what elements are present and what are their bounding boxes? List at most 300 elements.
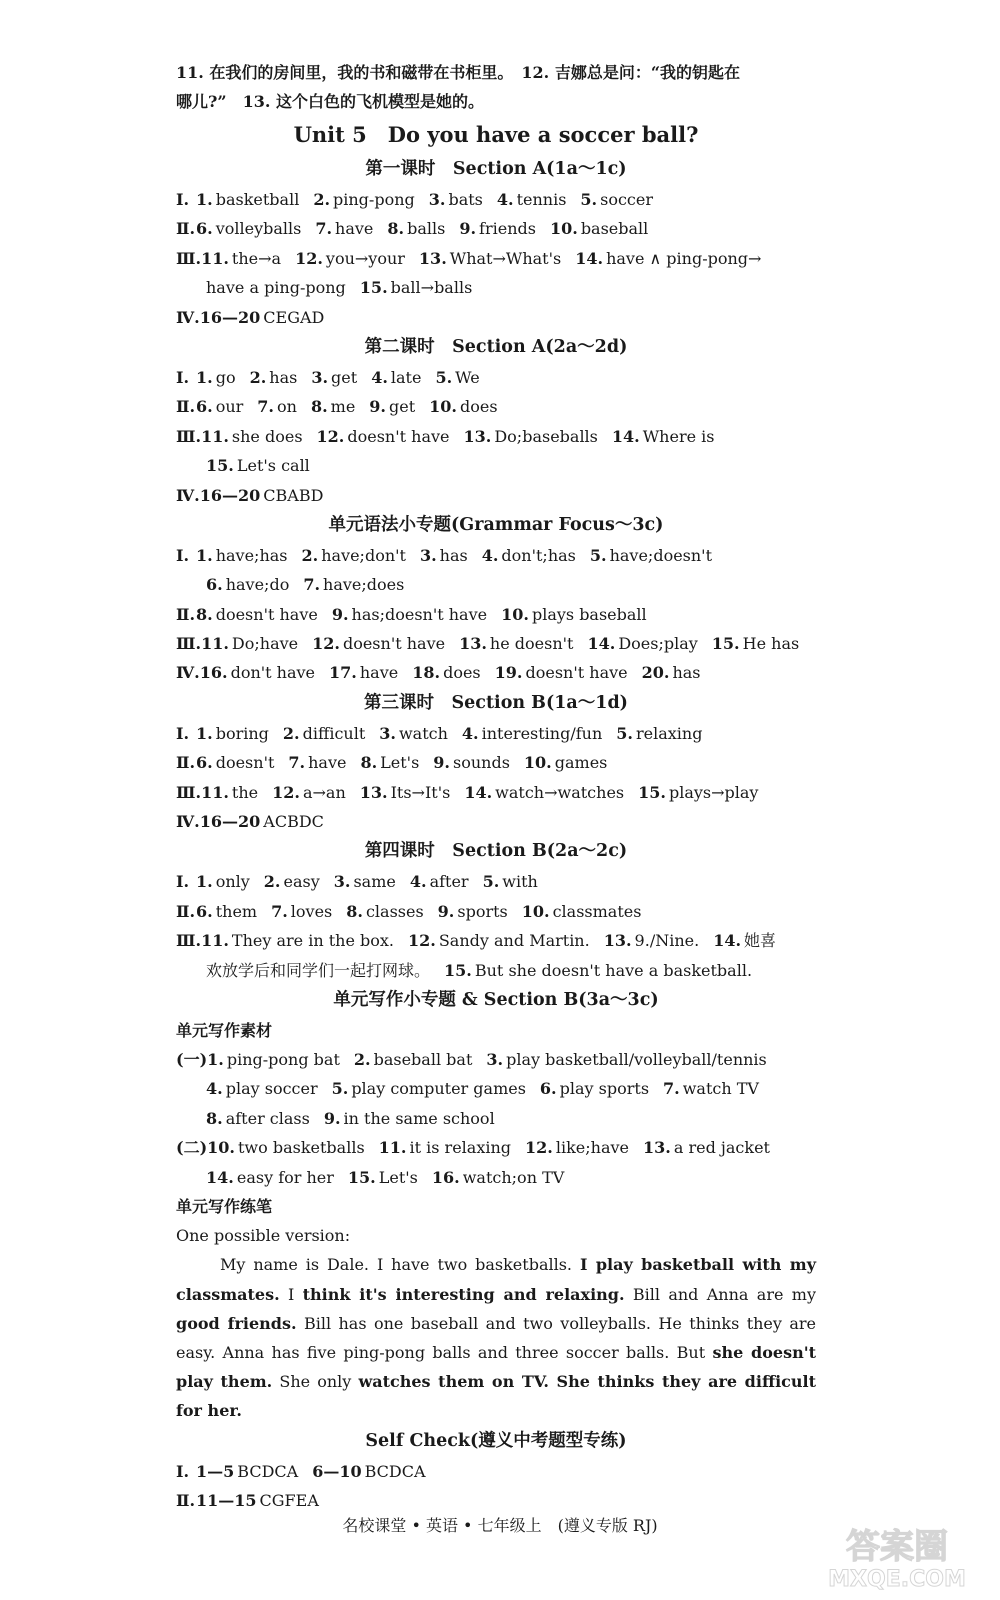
answer-item bbox=[332, 600, 487, 629]
answer-item bbox=[501, 600, 647, 629]
answer-row bbox=[176, 1045, 816, 1074]
item-answer: it is relaxing bbox=[409, 1138, 512, 1158]
item-number: 13. bbox=[603, 931, 632, 951]
item-number: 9. bbox=[437, 901, 455, 921]
item-answer: He has bbox=[742, 634, 800, 654]
item-number: 7. bbox=[288, 753, 306, 773]
answer-row bbox=[176, 926, 816, 955]
item-number: 3. bbox=[428, 190, 446, 209]
section-numeral: Ⅰ. bbox=[176, 545, 190, 565]
item-answer: he doesn't bbox=[489, 634, 574, 654]
answer-row bbox=[176, 541, 816, 570]
item-number: 3. bbox=[333, 872, 351, 892]
item-number: 12. bbox=[316, 426, 345, 446]
answer-row bbox=[176, 629, 816, 658]
item-answer: Let's bbox=[380, 753, 420, 773]
answer-item bbox=[712, 629, 799, 658]
answer-item bbox=[329, 658, 398, 687]
item-number: 18. bbox=[412, 663, 441, 683]
section-numeral: Ⅰ. bbox=[176, 872, 190, 892]
item-answer: in the same school bbox=[343, 1108, 495, 1128]
item-number: 8. bbox=[206, 1108, 223, 1128]
item-answer: have;don't bbox=[321, 545, 406, 565]
item-number: 3. bbox=[419, 545, 437, 565]
item-answer: doesn't have bbox=[525, 663, 628, 683]
answer-item bbox=[271, 897, 332, 926]
essay-key-phrase: she doesn't play them. bbox=[176, 1342, 817, 1392]
answer-row bbox=[176, 748, 816, 777]
answer-item bbox=[550, 214, 648, 243]
writing-practice-label: 单元写作练笔 bbox=[176, 1196, 273, 1216]
answer-item bbox=[196, 897, 257, 926]
answer-row bbox=[176, 570, 816, 599]
item-number: 3. bbox=[379, 723, 396, 743]
item-answer: volleyballs bbox=[215, 219, 302, 239]
answer-item bbox=[438, 897, 508, 926]
item-answer: boring bbox=[215, 723, 269, 743]
item-answer: plays→play bbox=[668, 782, 759, 802]
item-answer: But she doesn't have a basketball. bbox=[474, 960, 753, 980]
item-number: 11. bbox=[201, 634, 229, 654]
answer-item bbox=[348, 1163, 418, 1192]
item-number: 1. bbox=[207, 1049, 224, 1069]
item-number: 3. bbox=[311, 367, 329, 387]
item-number: 1. bbox=[196, 190, 213, 209]
item-answer: after bbox=[429, 872, 469, 892]
item-answer: watch→watches bbox=[495, 782, 625, 802]
answer-item bbox=[272, 778, 346, 807]
item-number: 14. bbox=[611, 426, 640, 446]
item-number: 5. bbox=[589, 545, 607, 565]
answer-item bbox=[483, 867, 538, 896]
item-number: 15. bbox=[347, 1167, 376, 1187]
item-answer: don't have bbox=[230, 663, 316, 683]
answer-item bbox=[206, 956, 430, 985]
item-answer: Sandy and Martin. bbox=[438, 931, 590, 951]
item-number: 6. bbox=[206, 575, 223, 595]
section-numeral: (二) bbox=[176, 1138, 208, 1158]
answer-item bbox=[313, 185, 414, 214]
answer-item bbox=[604, 926, 699, 955]
item-answer: games bbox=[554, 753, 608, 773]
answer-item bbox=[587, 629, 697, 658]
section-numeral: Ⅳ. bbox=[176, 307, 200, 327]
item-answer: doesn't have bbox=[347, 426, 450, 446]
item-number: 20. bbox=[641, 663, 670, 683]
answer-item bbox=[283, 719, 365, 748]
answer-item bbox=[315, 214, 373, 243]
item-answer: play basketball/volleyball/tennis bbox=[506, 1049, 767, 1069]
answer-row bbox=[176, 1163, 816, 1192]
item-answer: soccer bbox=[600, 190, 654, 209]
answer-item bbox=[429, 185, 483, 214]
answer-row bbox=[176, 719, 816, 748]
item-number: 10. bbox=[521, 901, 550, 921]
answer-item bbox=[486, 1045, 766, 1074]
item-answer: the bbox=[231, 782, 259, 802]
item-answer: difficult bbox=[302, 723, 366, 743]
answer-item bbox=[201, 422, 302, 451]
item-number: 15. bbox=[444, 960, 472, 980]
item-number: 4. bbox=[461, 723, 479, 743]
item-number: 13. bbox=[459, 634, 487, 654]
answer-item bbox=[200, 303, 325, 332]
answer-item bbox=[206, 1104, 310, 1133]
item-number: 11. bbox=[201, 931, 229, 951]
answer-item bbox=[464, 422, 598, 451]
answer-item bbox=[497, 185, 567, 214]
item-number: 6. bbox=[539, 1079, 557, 1099]
answer-row bbox=[176, 1457, 816, 1486]
essay-text: She only bbox=[272, 1372, 359, 1392]
answer-item bbox=[616, 719, 702, 748]
item-answer: the→a bbox=[231, 248, 282, 268]
item-number: 11. bbox=[378, 1138, 407, 1158]
item-number: 2. bbox=[313, 190, 331, 209]
item-number: 11—15 bbox=[196, 1490, 257, 1510]
answer-item bbox=[524, 748, 607, 777]
item-answer: 欢放学后和同学们一起打网球。 bbox=[206, 960, 431, 980]
unit-title: Unit 5 Do you have a soccer ball? bbox=[293, 122, 699, 147]
item-number: 16. bbox=[431, 1167, 460, 1187]
item-answer: friends bbox=[479, 219, 536, 239]
answer-item bbox=[196, 214, 301, 243]
item-answer: BCDCA bbox=[364, 1461, 426, 1481]
answer-column bbox=[176, 58, 816, 1515]
item-number: 1—5 bbox=[196, 1461, 235, 1481]
item-number: 14. bbox=[575, 248, 604, 268]
answer-row bbox=[176, 244, 816, 273]
sample-essay bbox=[176, 1250, 816, 1425]
item-answer: Where is bbox=[642, 426, 715, 446]
item-number: 14. bbox=[464, 782, 493, 802]
answer-item bbox=[459, 214, 536, 243]
lesson-1-title: 第一课时 Section A(1a～1c) bbox=[365, 159, 627, 179]
item-number: 11. bbox=[201, 248, 229, 268]
answer-item bbox=[196, 719, 269, 748]
item-number: 12. bbox=[525, 1138, 553, 1158]
item-answer: has;doesn't have bbox=[351, 604, 488, 624]
item-answer: We bbox=[455, 367, 480, 387]
item-answer: doesn't bbox=[215, 753, 275, 773]
answer-item bbox=[360, 273, 473, 302]
answer-item bbox=[334, 867, 396, 896]
answer-item bbox=[312, 629, 445, 658]
item-number: 15. bbox=[359, 278, 388, 298]
item-number: 13. bbox=[463, 426, 492, 446]
item-answer: a red jacket bbox=[673, 1138, 770, 1158]
item-answer: with bbox=[502, 872, 538, 892]
answer-item bbox=[332, 1074, 526, 1103]
item-answer: does bbox=[443, 663, 481, 683]
item-answer: have bbox=[308, 753, 347, 773]
item-number: 2. bbox=[353, 1049, 371, 1069]
section-numeral: Ⅰ. bbox=[176, 367, 190, 387]
item-number: 8. bbox=[360, 753, 378, 773]
item-number: 10. bbox=[501, 604, 529, 624]
item-answer: have ∧ ping-pong→ bbox=[606, 248, 762, 268]
item-number: 9. bbox=[459, 219, 477, 239]
item-answer: ping-pong bat bbox=[226, 1049, 340, 1069]
answer-item bbox=[612, 422, 715, 451]
item-answer: me bbox=[330, 397, 356, 417]
answer-item bbox=[206, 1074, 318, 1103]
page-footer: 名校课堂 • 英语 • 七年级上 (遵义专版 RJ) bbox=[342, 1516, 658, 1535]
answer-item bbox=[590, 541, 712, 570]
item-answer: CBABD bbox=[263, 485, 324, 505]
watermark-text: 答案圈 bbox=[846, 1527, 948, 1567]
item-answer: CEGAD bbox=[263, 307, 325, 327]
item-answer: like;have bbox=[555, 1138, 629, 1158]
item-number: 10. bbox=[207, 1138, 235, 1158]
answer-item bbox=[201, 926, 394, 955]
item-answer: has bbox=[672, 663, 701, 683]
answer-item bbox=[435, 363, 479, 392]
item-number: 16—20 bbox=[199, 485, 261, 505]
item-answer: have;does bbox=[323, 575, 405, 595]
item-number: 6. bbox=[196, 901, 213, 921]
answer-item bbox=[324, 1104, 495, 1133]
item-answer: BCDCA bbox=[237, 1461, 299, 1481]
writing-title: 单元写作小专题 & Section B(3a～3c) bbox=[333, 989, 659, 1010]
item-number: 14. bbox=[206, 1167, 234, 1187]
answer-row bbox=[176, 185, 816, 214]
intro-line-1: 11. 在我们的房间里，我的书和磁带在书柜里。 12. 吉娜总是问：“我的钥匙在 bbox=[176, 63, 741, 82]
item-answer: don't;has bbox=[501, 545, 576, 565]
item-answer: she does bbox=[231, 426, 303, 446]
answer-item bbox=[360, 748, 419, 777]
answer-row bbox=[176, 1486, 816, 1515]
answer-item bbox=[201, 629, 298, 658]
item-answer: What→What's bbox=[449, 248, 562, 268]
item-answer: have bbox=[335, 219, 374, 239]
item-number: 8. bbox=[196, 604, 213, 624]
item-number: 7. bbox=[315, 219, 333, 239]
item-number: 17. bbox=[329, 663, 357, 683]
answer-row bbox=[176, 600, 816, 629]
answer-item bbox=[525, 1133, 629, 1162]
answer-item bbox=[303, 570, 404, 599]
watermark-logo bbox=[812, 1520, 982, 1592]
item-number: 4. bbox=[409, 872, 427, 892]
item-number: 4. bbox=[481, 545, 499, 565]
answer-item bbox=[207, 1045, 340, 1074]
answer-item bbox=[206, 451, 310, 480]
item-number: 2. bbox=[301, 545, 319, 565]
item-number: 10. bbox=[429, 397, 457, 417]
essay-key-phrase: watches them on TV. She thinks they are difficult for her. bbox=[176, 1372, 816, 1421]
item-number: 14. bbox=[713, 931, 742, 951]
section-numeral: Ⅱ. bbox=[176, 219, 196, 239]
answer-item bbox=[464, 778, 624, 807]
answer-row bbox=[176, 867, 816, 896]
item-answer: doesn't have bbox=[342, 634, 446, 654]
item-number: 12. bbox=[272, 782, 300, 802]
answer-item bbox=[522, 897, 642, 926]
answer-item bbox=[638, 778, 758, 807]
answer-row bbox=[176, 214, 816, 243]
answer-item bbox=[575, 244, 761, 273]
item-answer: interesting/fun bbox=[481, 723, 603, 743]
answer-item bbox=[713, 926, 776, 955]
item-answer: Do;baseballs bbox=[494, 426, 598, 446]
answer-item bbox=[371, 363, 421, 392]
answer-item bbox=[264, 867, 320, 896]
item-number: 10. bbox=[523, 753, 552, 773]
answer-row bbox=[176, 1074, 816, 1103]
item-answer: watch TV bbox=[682, 1079, 759, 1099]
item-number: 4. bbox=[206, 1079, 223, 1099]
answer-row bbox=[176, 303, 816, 332]
section-numeral: Ⅱ. bbox=[176, 604, 196, 624]
lesson-4-title: 第四课时 Section B(2a～2c) bbox=[364, 841, 628, 862]
item-number: 12. bbox=[295, 248, 323, 268]
section-numeral: Ⅳ. bbox=[176, 485, 200, 505]
answer-item bbox=[200, 658, 315, 687]
answer-item bbox=[196, 185, 299, 214]
answer-item bbox=[207, 1133, 365, 1162]
answer-item bbox=[482, 541, 576, 570]
item-answer: play sports bbox=[559, 1079, 650, 1099]
section-numeral: Ⅰ. bbox=[176, 723, 190, 743]
item-answer: basketball bbox=[215, 190, 300, 209]
answer-item bbox=[311, 392, 355, 421]
item-number: 2. bbox=[249, 367, 267, 387]
item-number: 1. bbox=[196, 723, 213, 743]
item-number: 11. bbox=[201, 782, 229, 802]
item-answer: relaxing bbox=[635, 723, 703, 743]
answer-item bbox=[459, 629, 573, 658]
item-number: 5. bbox=[580, 190, 598, 209]
answer-item bbox=[580, 185, 653, 214]
item-number: 5. bbox=[482, 872, 500, 892]
answer-item bbox=[433, 748, 510, 777]
item-number: 10. bbox=[549, 219, 578, 239]
essay-text: Bill and Anna are my bbox=[624, 1284, 816, 1304]
item-number: 7. bbox=[663, 1079, 680, 1099]
answer-item bbox=[642, 658, 701, 687]
answer-row bbox=[176, 481, 816, 510]
item-answer: you→your bbox=[325, 248, 405, 268]
item-number: 2. bbox=[282, 723, 300, 743]
item-answer: plays baseball bbox=[531, 604, 647, 624]
section-numeral: Ⅲ. bbox=[176, 248, 202, 268]
item-number: 13. bbox=[418, 248, 447, 268]
section-numeral: Ⅰ. bbox=[176, 190, 190, 209]
essay-key-phrase: good friends. bbox=[176, 1313, 297, 1333]
essay-text: Bill has one baseball and two volleyballs. He thinks they are easy. Anna has five ping-pong balls and three soccer balls. But bbox=[176, 1313, 816, 1362]
item-number: 6. bbox=[196, 397, 213, 417]
section-numeral: Ⅳ. bbox=[176, 663, 200, 683]
answer-item bbox=[206, 1163, 334, 1192]
item-number: 1. bbox=[196, 367, 213, 387]
item-answer: late bbox=[390, 367, 422, 387]
answer-item bbox=[643, 1133, 770, 1162]
answer-item bbox=[369, 392, 415, 421]
item-answer: easy for her bbox=[236, 1167, 334, 1187]
grammar-title: 单元语法小专题(Grammar Focus～3c) bbox=[328, 514, 664, 535]
item-number: 4. bbox=[496, 190, 514, 209]
answer-item bbox=[379, 719, 448, 748]
item-number: 4. bbox=[371, 367, 388, 387]
item-number: 9. bbox=[433, 753, 450, 773]
item-number: 5. bbox=[331, 1079, 349, 1099]
item-number: 15. bbox=[711, 634, 740, 654]
item-number: 7. bbox=[303, 575, 321, 595]
answer-row bbox=[176, 363, 816, 392]
item-number: 15. bbox=[206, 456, 234, 476]
answer-item bbox=[250, 363, 298, 392]
answer-row bbox=[176, 451, 816, 480]
answer-item bbox=[387, 214, 445, 243]
item-number: 9. bbox=[369, 397, 386, 417]
answer-item bbox=[432, 1163, 564, 1192]
answer-item bbox=[196, 363, 236, 392]
answer-item bbox=[206, 273, 346, 302]
item-answer: have;has bbox=[215, 545, 288, 565]
item-number: 14. bbox=[587, 634, 616, 654]
answer-item bbox=[379, 1133, 511, 1162]
answer-row bbox=[176, 1104, 816, 1133]
item-answer: have a ping-pong bbox=[206, 278, 346, 298]
section-numeral: Ⅳ. bbox=[176, 812, 200, 832]
item-number: 16—20 bbox=[199, 307, 261, 327]
answer-item bbox=[663, 1074, 759, 1103]
item-number: 16. bbox=[199, 663, 228, 683]
item-number: 12. bbox=[408, 931, 436, 951]
item-answer: 她喜 bbox=[744, 931, 777, 951]
answer-item bbox=[302, 541, 406, 570]
item-answer: a→an bbox=[302, 782, 346, 802]
item-answer: balls bbox=[407, 219, 446, 239]
item-answer: classes bbox=[365, 901, 424, 921]
intro-line-2: 哪儿?” 13. 这个白色的飞机模型是她的。 bbox=[176, 92, 484, 111]
item-answer: our bbox=[215, 397, 244, 417]
item-answer: has bbox=[439, 545, 468, 565]
version-label: One possible version: bbox=[176, 1225, 351, 1245]
item-number: 8. bbox=[310, 397, 328, 417]
answer-item bbox=[354, 1045, 472, 1074]
essay-text: I bbox=[279, 1284, 303, 1304]
watermark-url: MXQE.COM bbox=[828, 1567, 966, 1592]
item-answer: ball→balls bbox=[390, 278, 473, 298]
answer-row bbox=[176, 658, 816, 687]
section-numeral: Ⅲ. bbox=[176, 782, 202, 802]
answer-item bbox=[196, 748, 274, 777]
item-answer: have;do bbox=[225, 575, 290, 595]
essay-key-phrase: I play basketball with my classmates. bbox=[176, 1255, 816, 1304]
item-number: 6. bbox=[196, 753, 213, 773]
answer-item bbox=[196, 1486, 319, 1515]
item-answer: CGFEA bbox=[259, 1490, 319, 1510]
item-answer: has bbox=[269, 367, 298, 387]
answer-item bbox=[444, 956, 752, 985]
answer-item bbox=[196, 867, 250, 896]
answer-item bbox=[540, 1074, 649, 1103]
item-number: 8. bbox=[387, 219, 405, 239]
answer-row bbox=[176, 1133, 816, 1162]
item-answer: play computer games bbox=[351, 1079, 526, 1099]
item-number: 7. bbox=[257, 397, 274, 417]
item-number: 7. bbox=[271, 901, 288, 921]
section-numeral: Ⅱ. bbox=[176, 1490, 196, 1510]
item-answer: bats bbox=[448, 190, 483, 209]
answer-row bbox=[176, 956, 816, 985]
item-number: 2. bbox=[263, 872, 281, 892]
answer-item bbox=[200, 481, 324, 510]
essay-key-phrase: think it's interesting and relaxing. bbox=[302, 1284, 625, 1304]
item-answer: easy bbox=[283, 872, 320, 892]
